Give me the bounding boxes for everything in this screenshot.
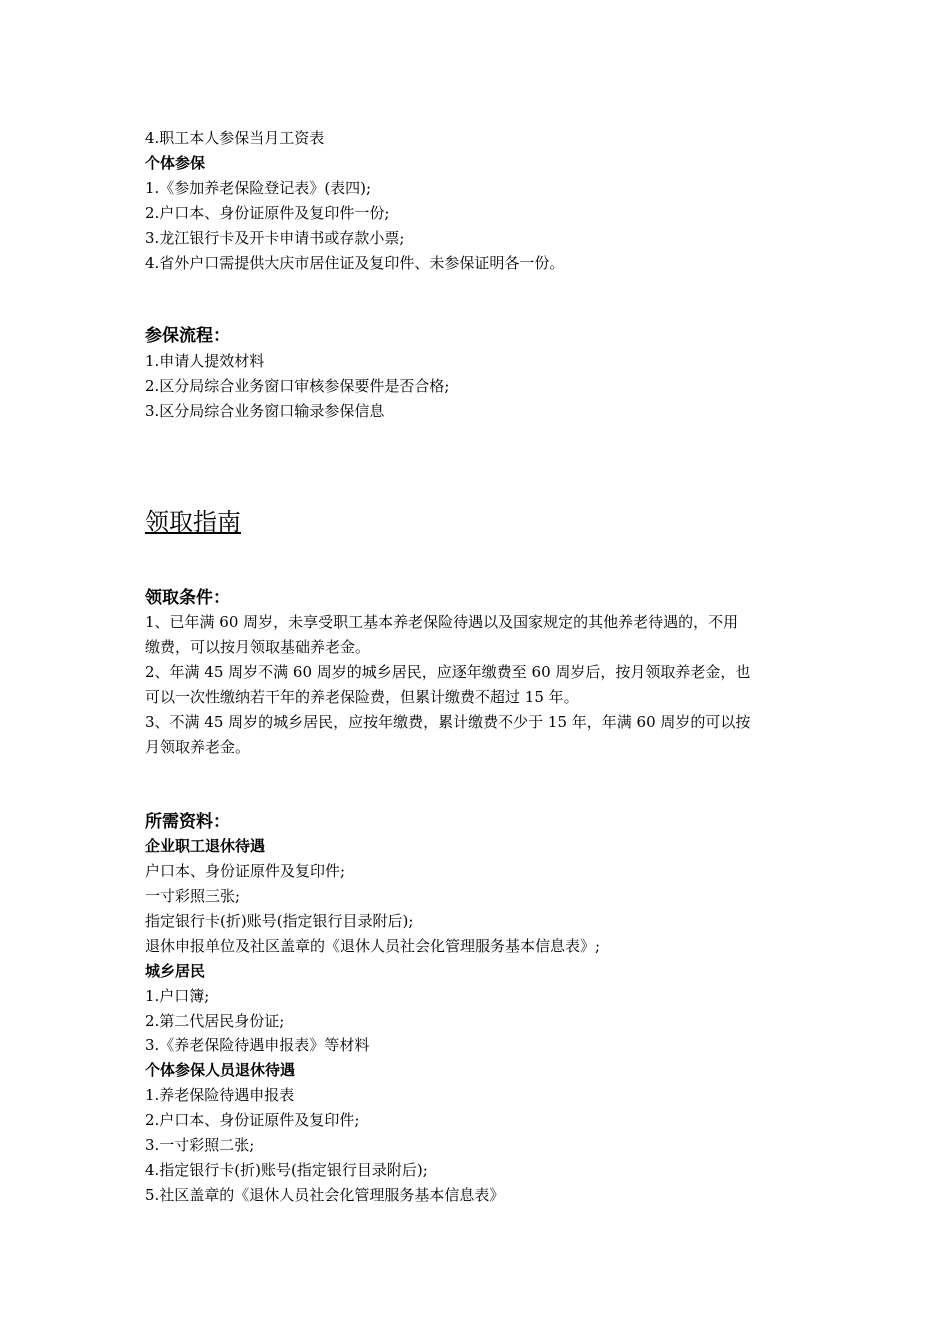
text-line: 1、已年满 60 周岁，未享受职工基本养老保险待遇以及国家规定的其他养老待遇的，不用 [145,613,739,631]
section-heading: 个体参保 [145,154,206,172]
text-line: 月领取养老金。 [145,738,251,756]
text-line: 一寸彩照三张; [145,887,241,905]
text-line: 3、不满 45 周岁的城乡居民，应按年缴费，累计缴费不少于 15 年，年满 60 周岁的可以按 [145,713,751,731]
text-line: 1.申请人提效材料 [145,352,265,370]
text-line: 户口本、身份证原件及复印件; [145,862,346,880]
conditions-heading: 领取条件： [145,588,230,608]
text-line: 3.龙江银行卡及开卡申请书或存款小票; [145,229,405,247]
text-line: 可以一次性缴纳若干年的养老保险费，但累计缴费不超过 15 年。 [145,688,579,706]
process-heading: 参保流程： [145,326,230,346]
text-line: 3.区分局综合业务窗口输录参保信息 [145,402,385,420]
text-line: 2.第二代居民身份证; [145,1012,285,1030]
text-line: 3.《养老保险待遇申报表》等材料 [145,1036,370,1054]
section-heading: 个体参保人员退休待遇 [145,1061,296,1079]
text-line: 指定银行卡(折)账号(指定银行目录附后); [145,912,414,930]
section-heading: 城乡居民 [145,962,206,980]
section-heading: 企业职工退休待遇 [145,837,266,855]
text-line: 2、年满 45 周岁不满 60 周岁的城乡居民，应逐年缴费至 60 周岁后，按月领取养老金，也 [145,663,751,681]
text-line: 1.《参加养老保险登记表》(表四); [145,179,372,197]
text-line: 退休申报单位及社区盖章的《退休人员社会化管理服务基本信息表》; [145,937,601,955]
text-line: 缴费，可以按月领取基础养老金。 [145,638,371,656]
text-line: 2.户口本、身份证原件及复印件一份; [145,204,390,222]
text-line: 3.一寸彩照二张; [145,1136,255,1154]
text-line: 4.职工本人参保当月工资表 [145,129,325,147]
text-line: 2.户口本、身份证原件及复印件; [145,1111,360,1129]
text-line: 4.指定银行卡(折)账号(指定银行目录附后); [145,1161,428,1179]
text-line: 1.户口簿; [145,987,210,1005]
materials-heading: 所需资料： [145,812,230,832]
text-line: 2.区分局综合业务窗口审核参保要件是否合格; [145,377,450,395]
text-line: 1.养老保险待遇申报表 [145,1086,295,1104]
text-line: 4.省外户口需提供大庆市居住证及复印件、未参保证明各一份。 [145,254,565,272]
page-title: 领取指南 [145,508,241,536]
text-line: 5.社区盖章的《退休人员社会化管理服务基本信息表》 [145,1186,505,1204]
